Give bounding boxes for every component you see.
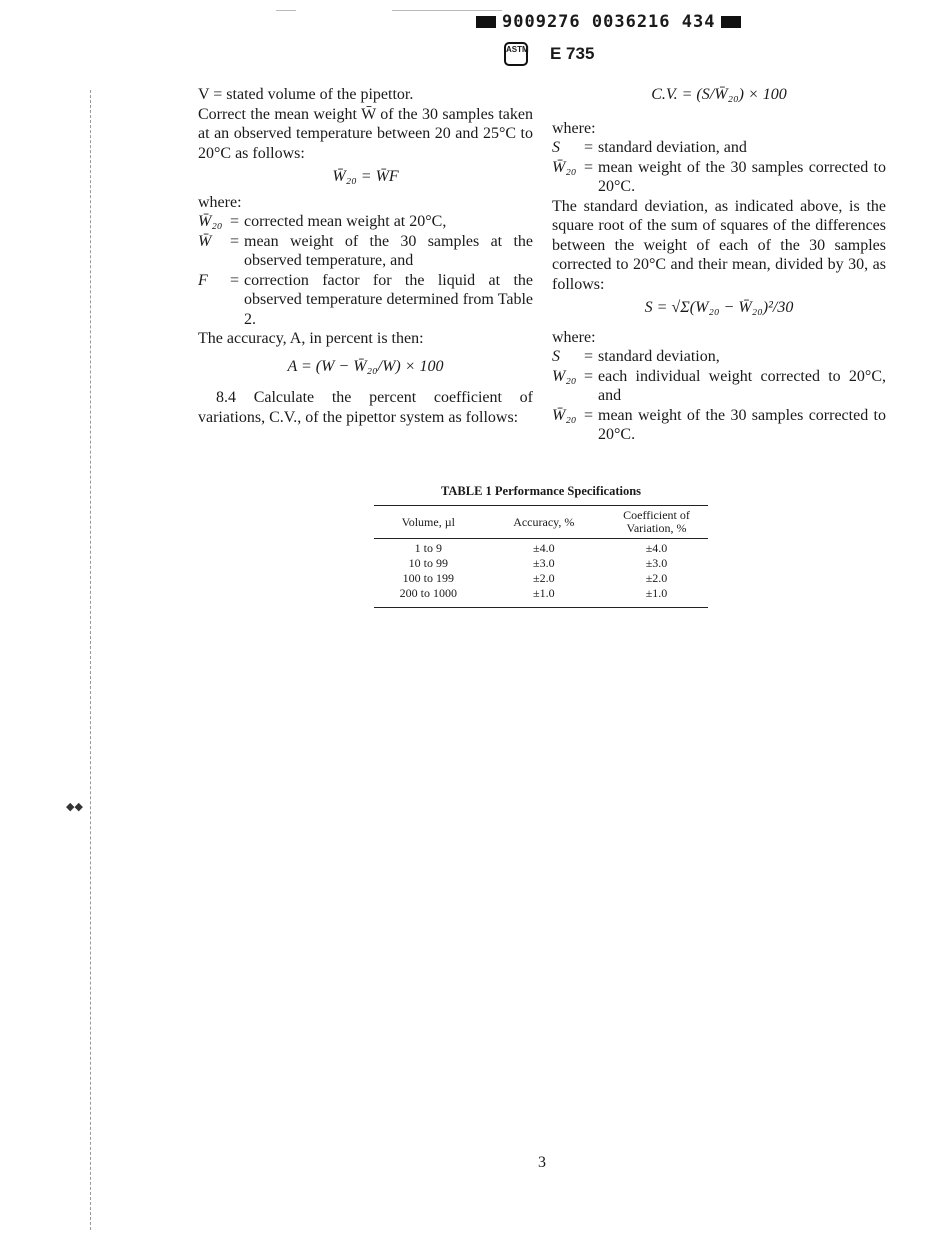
column-header-accuracy: Accuracy, %	[513, 514, 575, 529]
definition-equals: =	[584, 158, 594, 176]
right-column	[552, 85, 886, 445]
scan-artifact-line	[392, 10, 502, 11]
definition-text: mean weight of the 30 samples corrected to 20°C.	[598, 158, 886, 195]
table-cell: ±3.0	[645, 556, 668, 570]
definition-symbol: S	[552, 139, 560, 156]
definition-list	[552, 347, 886, 445]
barcode-block-icon	[476, 16, 496, 28]
barcode-block-icon	[721, 16, 741, 28]
table-title: TABLE 1 Performance Specifications	[440, 484, 642, 498]
definition-text: mean weight of the 30 samples corrected to 20°C.	[598, 406, 886, 443]
definition-equals: =	[230, 271, 240, 289]
definition-list	[198, 212, 533, 329]
definition-item	[552, 367, 886, 406]
table-row	[374, 556, 708, 571]
where-label: where:	[552, 328, 596, 346]
scan-margin-mark-icon: ◆◆	[66, 801, 83, 813]
table-cell: ±4.0	[532, 541, 555, 555]
definition-equals: =	[584, 367, 594, 385]
definition-equals: =	[584, 348, 594, 365]
standard-deviation-paragraph: The standard deviation, as indicated above, is the square root of the sum of squares of the differences between the weight of each of the 30 samples corrected to 20°C and their mean, divided by 30, as follows:	[552, 197, 886, 293]
definition-symbol: W̄₂₀	[552, 406, 577, 424]
accuracy-paragraph: The accuracy, A, in percent is then:	[198, 330, 424, 347]
equation-corrected-weight: W̄₂₀ = W̄F	[332, 168, 399, 185]
table-row	[374, 586, 708, 608]
standard-number: E 735	[550, 44, 595, 63]
definition-text: corrected mean weight at 20°C,	[244, 213, 447, 230]
table-cell: ±3.0	[532, 556, 555, 570]
definition-symbol: F	[198, 271, 208, 289]
page-number: 3	[538, 1154, 546, 1171]
column-header-coefficient: Coefficient of Variation, %	[623, 508, 690, 535]
table-cell: ±1.0	[532, 586, 555, 600]
definition-symbol: W̄₂₀	[198, 213, 223, 230]
equation-coefficient-variation: C.V. = (S/W̄₂₀) × 100	[651, 86, 787, 103]
definition-item	[552, 347, 886, 367]
definition-symbol: W₂₀	[552, 367, 577, 385]
scan-artifact-line	[276, 10, 296, 11]
definition-item	[198, 232, 533, 271]
where-label: where:	[198, 193, 242, 211]
barcode	[470, 12, 747, 32]
table-cell: ±2.0	[645, 571, 668, 585]
table-cell: 10 to 99	[408, 556, 448, 570]
definition-text: mean weight of the 30 samples at the observed temperature, and	[244, 232, 533, 269]
definition-item	[552, 158, 886, 197]
definition-item	[198, 212, 533, 232]
definition-item	[552, 138, 886, 158]
table-cell: 1 to 9	[414, 541, 442, 555]
table	[374, 505, 708, 608]
table-header-row	[374, 506, 708, 539]
scan-margin-line	[90, 90, 92, 1230]
definition-equals: =	[230, 213, 240, 230]
equation-standard-deviation: S = √Σ(W₂₀ − W̄₂₀)²/30	[644, 299, 794, 316]
equation-accuracy: A = (W − W̄₂₀/W) × 100	[287, 357, 444, 375]
definition-item	[198, 271, 533, 330]
definition-text: each individual weight corrected to 20°C, and	[598, 367, 886, 404]
barcode-number: 9009276 0036216 434	[502, 12, 716, 32]
definition-symbol: S	[552, 348, 560, 365]
definition-text: standard deviation, and	[598, 139, 747, 156]
definition-text: standard deviation,	[598, 348, 720, 365]
definition-text: correction factor for the liquid at the observed temperature determined from Table 2.	[244, 271, 533, 328]
definition-symbol: W̄	[198, 232, 212, 250]
column-header-volume: Volume, µl	[401, 514, 455, 529]
definition-equals: =	[584, 406, 594, 424]
table-cell: ±1.0	[645, 586, 668, 600]
definition-list	[552, 138, 886, 197]
section-8-4-paragraph: 8.4 Calculate the percent coefficient of variations, C.V., of the pipettor system as follows:	[198, 389, 533, 426]
definition-equals: =	[230, 232, 240, 250]
astm-logo-icon: ASTM	[504, 42, 528, 66]
correction-paragraph: Correct the mean weight W̄ of the 30 samples taken at an observed temperature between 20 and 25°C to 20°C as follows:	[198, 105, 533, 162]
table-row	[374, 571, 708, 586]
where-label: where:	[552, 119, 596, 137]
table-cell: ±4.0	[645, 541, 668, 555]
table-cell: 100 to 199	[402, 571, 454, 585]
table-cell: ±2.0	[532, 571, 555, 585]
definition-symbol: W̄₂₀	[552, 158, 577, 176]
performance-table	[374, 484, 708, 608]
table-row	[374, 539, 708, 557]
definition-item	[552, 406, 886, 445]
volume-definition: V = stated volume of the pipettor.	[198, 86, 414, 103]
definition-equals: =	[584, 139, 594, 156]
table-cell: 200 to 1000	[399, 586, 457, 600]
left-column	[198, 85, 533, 427]
